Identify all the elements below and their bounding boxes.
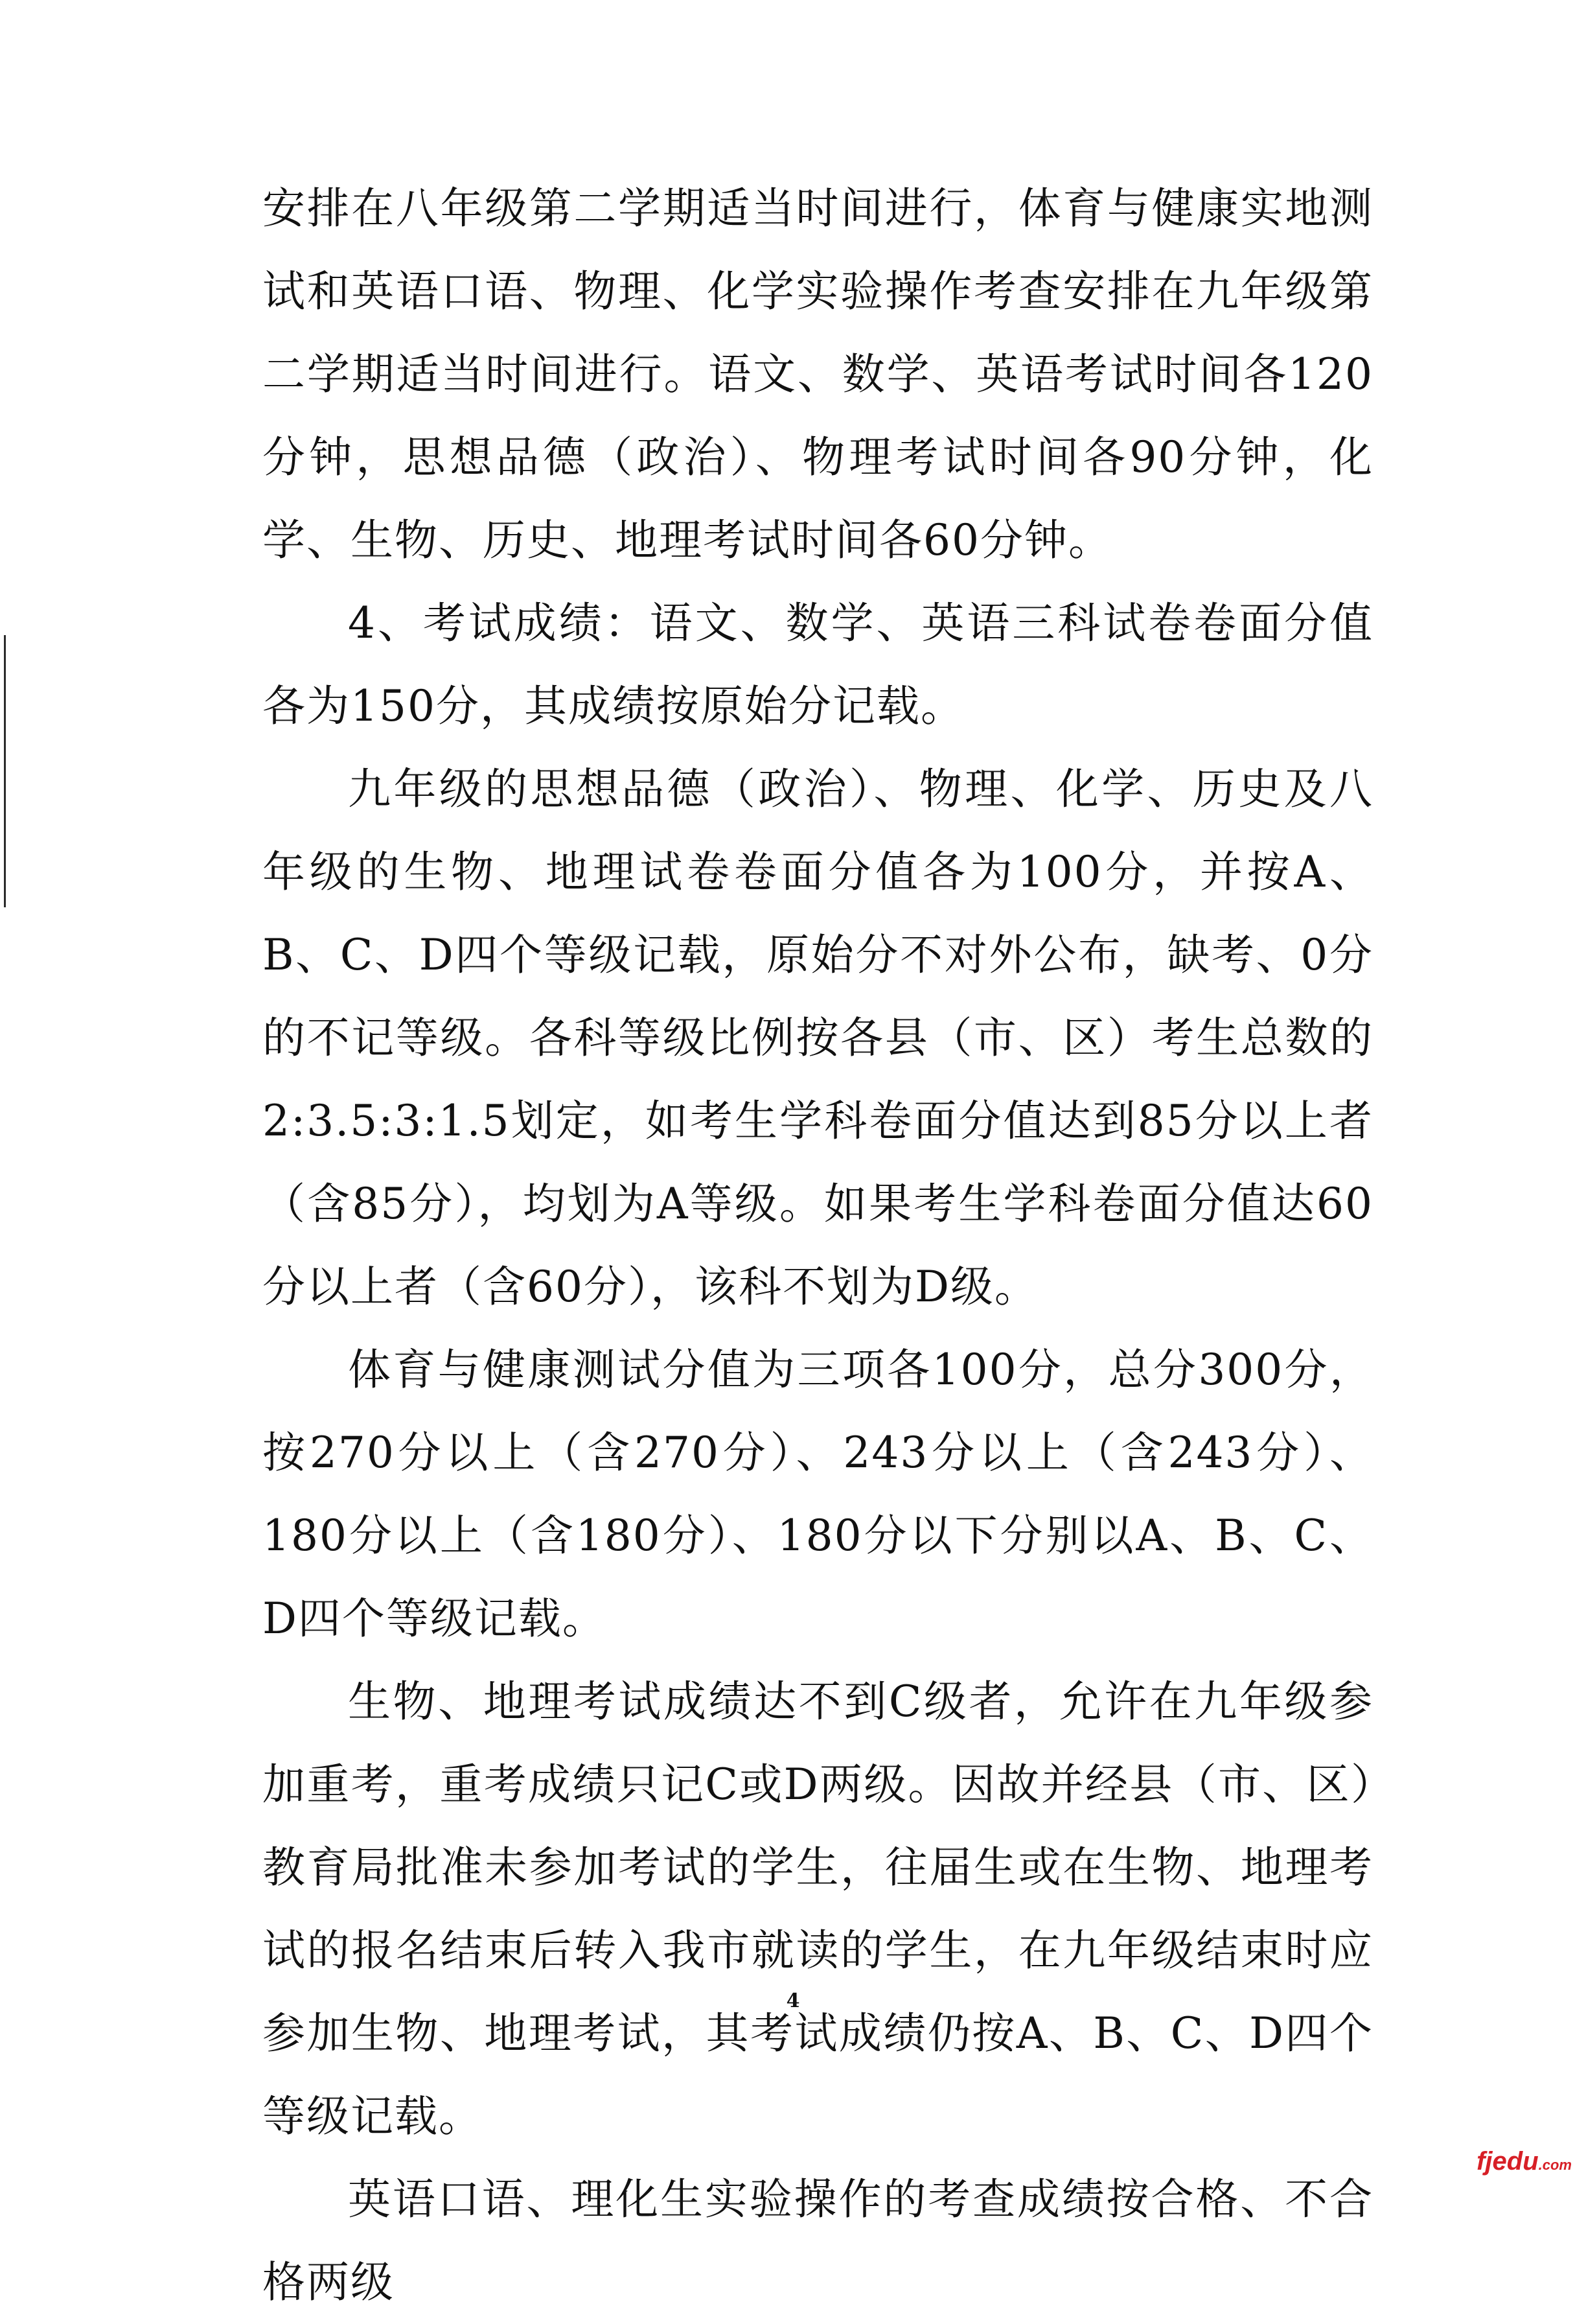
site-watermark (1477, 2145, 1572, 2181)
page-number: 4 (786, 1990, 800, 2012)
scan-edge-mark (4, 635, 6, 907)
paragraph-continued: 安排在八年级第二学期适当时间进行，体育与健康实地测试和英语口语、物理、化学实验操作考查安排在九年级第二学期适当时间进行。语文、数学、英语考试时间各120分钟，思想品德（政治）、物理考试时间各90分钟，化学、生物、历史、地理考试时间各60分钟。 (262, 183, 1373, 565)
paragraph-retake: 生物、地理考试成绩达不到C级者，允许在九年级参加重考，重考成绩只记C或D两级。因故并经县（市、区）教育局批准未参加考试的学生，往届生或在生物、地理考试的报名结束后转入我市就读的学生，在九年级结束时应参加生物、地理考试，其考试成绩仍按A、B、C、D四个等级记载。 (262, 1677, 1373, 2141)
paragraph-oral-lab: 英语口语、理化生实验操作的考查成绩按合格、不合格两级 (262, 2174, 1373, 2307)
watermark-brand: fjedu (1477, 2147, 1539, 2176)
paragraph-exam-scores: 4、考试成绩：语文、数学、英语三科试卷卷面分值各为150分，其成绩按原始分记载。 (262, 598, 1373, 731)
paragraph-grade-levels: 九年级的思想品德（政治）、物理、化学、历史及八年级的生物、地理试卷卷面分值各为100分，并按A、B、C、D四个等级记载，原始分不对外公布，缺考、0分的不记等级。各科等级比例按各县（市、区）考生总数的2:3.5:3:1.5划定，如考生学科卷面分值达到85分以上者（含85分），均划为A等级。如果考生学科卷面分值达60分以上者（含60分），该科不划为D级。 (262, 764, 1373, 1312)
paragraph-pe-scores: 体育与健康测试分值为三项各100分，总分300分，按270分以上（含270分）、243分以上（含243分）、180分以上（含180分）、180分以下分别以A、B、C、D四个等级记载。 (262, 1345, 1373, 1644)
watermark-domain: .com (1538, 2157, 1572, 2173)
